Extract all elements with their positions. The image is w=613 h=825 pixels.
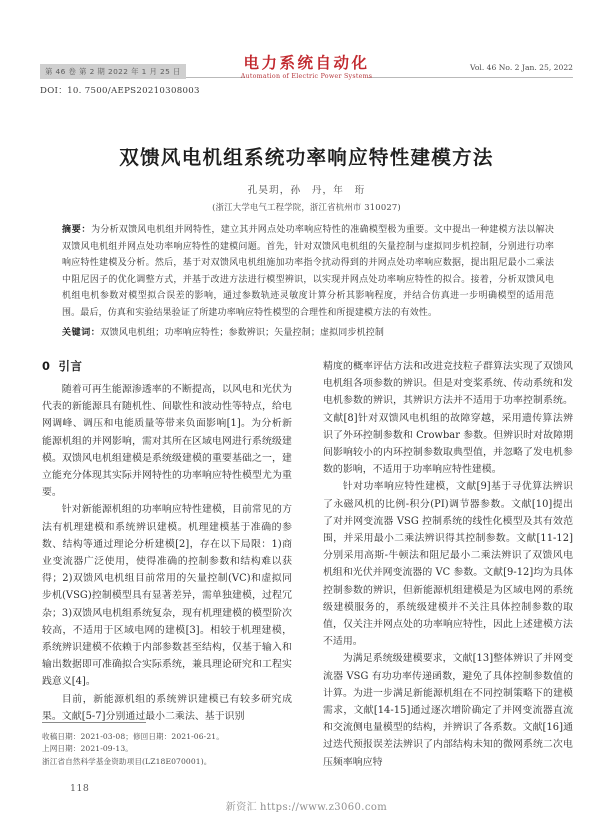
paragraph-text: 精度的概率评估方法和改进竞技粒子群算法实现了双馈风电机组各项参数的辨识。但是对变桨系统、传动系统和发电机参数的辨识，其辨识方法并不适用于功率控制系统。文献[8]针对双馈风电机组的故障穿越，采用遗传算法辨识了外环控制参数和 Crowbar 参数。但辨识时对故障期间影响较小的内环控制参数取典型值，并忽略了发电机参数的影响，不适用于功率响应特性建模。 [323,361,573,476]
body-columns [42,358,573,770]
paragraph-text: 目前，新能源机组的系统辨识建模已有较多研究成果。文献[5-7]分别通过最小二乘法、基于识别 [42,693,292,722]
paragraph [42,501,292,690]
masthead-rule-right [368,77,573,78]
journal-logo [241,55,373,80]
watermark-url: https://www.z3060.com [260,802,388,813]
paragraph [323,478,573,650]
author-list: 孔昊玥，孙 丹，年 珩 [247,185,366,197]
journal-title-en: Automation of Electric Power Systems [240,73,373,81]
footnote-online-date: 上网日期：2021-09-13。 [42,744,133,754]
paragraph [323,358,573,478]
masthead [40,53,573,104]
paragraph-text: 针对功率响应特性建模，文献[9]基于寻优算法辨识了永磁风机的比例-积分(PI)调节器参数。文献[10]提出了对并网变流器 VSG 控制系统的线性化模型及其有效范围，并采用最小二乘法辨识得其控制参数。文献[11-12]分别采用高斯-牛顿法和阻尼最小二乘法辨识了双馈风电机组和光伏并网变流器的 VC 参数。文献[9-12]均为具体控制参数的辨识，但新能源机组建模是为区域电网的系统级建模服务的，系统级建模并不关注具体控制参数的取值，仅关注并网点处的功率响应特性，因此上述建模方法不适用。 [323,481,573,648]
title-block [40,146,573,213]
section-heading [42,358,292,374]
journal-title-cn: 电力系统自动化 [243,53,370,72]
footnote-funding: 浙江省自然科学基金资助项目(LZ18E070001)。 [42,756,212,766]
column-left [42,358,292,770]
footnote-received-date: 收稿日期：2021-03-08；修回日期：2021-06-21。 [42,732,224,741]
keywords-text: 双馈风电机组；功率响应特性；参数辨识；矢量控制；虚拟同步机控制 [100,327,385,338]
page-title: 双馈风电机组系统功率响应特性建模方法 [119,146,494,169]
watermark [0,798,613,813]
doi-line: DOI：10. 7500/AEPS20210308003 [40,86,200,96]
volume-issue-en: Vol. 46 No. 2 Jan. 25, 2022 [470,63,573,72]
section-number: 0 [42,359,51,373]
abstract-paragraph [62,222,554,322]
keywords-line [62,325,554,342]
paragraph [42,381,292,501]
keywords-label: 关键词： [62,327,101,338]
abstract-block [62,222,554,341]
watermark-source: 新资汇 [225,802,257,813]
paragraph-text: 针对新能源机组的功率响应特性建模，目前常见的方法有机理建模和系统辨识建模。机理建模基于准确的参数、结构等通过理论分析建模[2]，存在以下局限：1)商业变流器广泛使用，使得准确的控制参数和结构难以获得；2)双馈风电机组目前常用的矢量控制(VC)和虚拟同步机(VSG)控制模型具有显著差异，需单独建模，过程冗杂；3)双馈风电机组系统复杂，现有机理建模的模型阶次较高，不适用于区域电网的建模[3]。相较于机理建模，系统辨识建模不依赖于内部参数甚至结构，仅基于输入和输出数据即可准确拟合实际系统，兼具理论研究和工程实践意义[4]。 [42,504,292,688]
masthead-row [40,53,573,81]
footnote-block [42,731,294,768]
affiliation: (浙江大学电气工程学院，浙江省杭州市 310027) [212,202,401,213]
paragraph-text: 随着可再生能源渗透率的不断提高，以风电和光伏为代表的新能源具有随机性、间歇性和波动性等特点，给电网调峰、调压和电能质量等带来负面影响[1]。为分析新能源机组的并网影响，需对其所在区域电网进行系统级建模。双馈风电机组建模是系统级建模的重要基础之一，建立能充分体现其实际并网特性的功率响应特性模型尤为重要。 [42,384,292,499]
abstract-label: 摘要： [62,225,92,235]
volume-issue-band: 第 46 卷 第 2 期 2022 年 1 月 25 日 [40,64,186,79]
footnote-rule [42,722,146,723]
section-title: 引言 [58,359,83,373]
column-right [323,358,573,770]
paragraph [323,650,573,770]
paragraph [42,691,292,725]
abstract-text: 为分析双馈风电机组并网特性，建立其并网点处功率响应特性的准确模型极为重要。文中提出一种建模方法以解决双馈风电机组并网点处功率响应特性的建模问题。首先，针对双馈风电机组的矢量控制与虚拟同步机控制，分别进行功率响应特性建模及分析。然后，基于对双馈风电机组施加功率指令扰动得到的并网点处功率响应数据，提出阻尼最小二乘法中阻尼因子的优化调整方式，并基于改进方法进行模型辨识，以实现并网点处功率响应特性的拟合。接着，分析双馈风电机组电机参数对模型拟合误差的影响，通过参数轨迹灵敏度计算分析其影响程度，并结合仿真进一步明确模型的适用范围。最后，仿真和实验结果验证了所建功率响应特性模型的合理性和所提建模方法的有效性。 [62,225,554,318]
paragraph-text: 为满足系统级建模要求，文献[13]整体辨识了并网变流器 VSG 有功功率传递函数，避免了具体控制参数值的计算。为进一步满足新能源机组在不同控制策略下的建模需求，文献[14-15]通过逐次增阶确定了并网变流器直流和交流侧电量模型的结构，并辨识了各系数。文献[16]通过迭代预报误差法辨识了内部结构未知的微网系统二次电压频率响应特 [323,653,573,768]
page-number: 118 [70,783,90,794]
